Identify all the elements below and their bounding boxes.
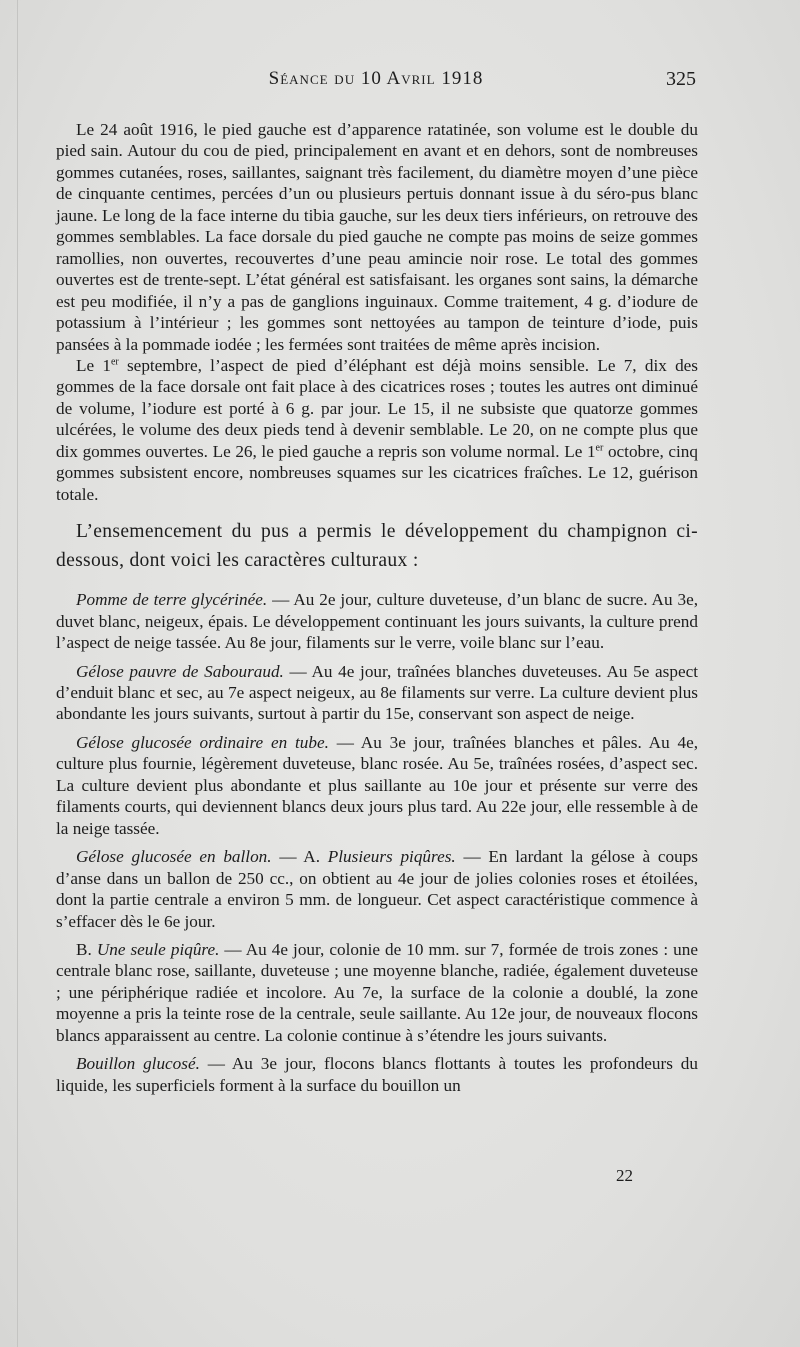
culture-separator: — A. <box>271 847 328 867</box>
page-header <box>56 68 696 98</box>
binding-edge-line <box>17 0 18 1347</box>
superscript: er <box>110 356 119 368</box>
running-title: Séance du 10 Avril 1918 <box>268 68 484 89</box>
culture-entry <box>56 1053 698 1096</box>
culture-entry <box>56 589 698 653</box>
culture-medium-title: Gélose glucosée en ballon. <box>76 847 272 867</box>
culture-description: — Au 4e jour, colonie de 10 mm. sur 7, formée de trois zones : une centrale blanc rose, saillante, duveteuse ; une moyenne blanche, radiée, également duveteuse ; une périphérique radiée et incolore. Au 7e, la surface de la colonie a doublé, la zone moyenne a pris la teinte rose de la centrale, seule saillante. Au 12e jour, de nouveaux flocons blancs apparaissent au centre. La colonie continue à s’étendre les jours suivants. <box>56 939 698 1045</box>
culture-subtitle: Plusieurs piqûres. <box>327 847 456 867</box>
culture-medium-title: Gélose pauvre de Sabouraud. <box>76 661 284 681</box>
printer-signature-mark: 22 <box>616 1166 633 1185</box>
culture-entry <box>56 732 698 839</box>
culture-subtitle: Une seule piqûre. <box>96 939 220 959</box>
superscript: er <box>595 442 604 454</box>
paragraph-text-prefix: Le 1 <box>76 355 111 375</box>
paragraph-text: Le 24 août 1916, le pied gauche est d’apparence ratatinée, son volume est le double du pied sain. Autour du cou de pied, principalement en avant et en dehors, sont de nombreuses gommes cutanées, roses, saillantes, saignant très facilement, du diamètre moyen d’une pièce de cinquante centimes, percées d’un ou plusieurs pertuis donnant issue à du séro-pus blanc jaune. Le long de la face interne du tibia gauche, sur les deux tiers inférieurs, on retrouve des gommes semblables. La face dorsale du pied gauche ne compte pas moins de seize gommes ramollies, non ouvertes, recouvertes d’une peau amincie noir rose. Le total des gommes ouvertes est de trente-sept. L’état général est satisfaisant. les organes sont sains, la démarche est peu modifiée, il n’y a pas de ganglions inguinaux. Comme traitement, 4 g. d’iodure de potassium à l’intérieur ; les gommes sont nettoyées au tampon de teinture d’iode, puis pansées à la pommade iodée ; les fermées sont traitées de même après incision. <box>56 120 698 354</box>
culture-entry <box>56 939 698 1046</box>
paragraph-text: octobre, cinq gommes subsistent encore, nombreuses squames sur les cicatrices fraîches. Le 12, guérison totale. <box>56 441 698 504</box>
paragraph-text-prefix: 1 <box>586 441 596 461</box>
paragraph-text: septembre, l’aspect de pied d’éléphant est déjà moins sensible. Le 7, dix des gommes de la face dorsale ont fait place à des cicatrices roses ; toutes les autres ont diminué de volume, l’iodure est porté à 6 g. par jour. Le 15, il ne subsiste que quatorze gommes ulcérées, le volume des deux pieds tend à devenir semblable. Le 20, on ne compte plus que dix gommes ouvertes. Le 26, le pied gauche a repris son volume normal. Le <box>56 355 698 461</box>
paragraph-case-history <box>56 119 698 355</box>
culture-intro-heading: L’ensemencement du pus a permis le développement du champignon ci-dessous, dont voici les caractères culturaux : <box>56 521 698 572</box>
body-text <box>56 119 698 1096</box>
culture-description: — Au 3e jour, traînées blanches et pâles. Au 4e, culture plus fournie, légèrement duveteuse, blanc rosée. Au 5e, traînées rosées, d’aspect sec. La culture devient plus abondante et plus saillante au 10e jour et présente sur verre des filaments courts, qui deviennent blancs deux jours plus tard. Au 22e jour, elle ressemble à de la neige tassée. <box>56 732 699 838</box>
culture-medium-title: Bouillon glucosé. <box>76 1054 200 1074</box>
page-number: 325 <box>666 68 696 90</box>
culture-entry <box>56 661 698 725</box>
culture-label: B. <box>76 939 97 959</box>
culture-medium-title: Pomme de terre glycérinée. <box>76 590 268 610</box>
paragraph-treatment-progress <box>56 355 698 505</box>
culture-medium-title: Gélose glucosée ordinaire en tube. <box>76 732 329 752</box>
culture-description: — Au 4e jour, traînées blanches duveteuses. Au 5e aspect d’enduit blanc et sec, au 7e aspect neigeux, au 8e filaments sur verre. La culture devient plus abondante les jours suivants, surtout à partir du 15e, conservant son aspect de neige. <box>56 661 698 724</box>
culture-description: — Au 3e jour, flocons blancs flottants à toutes les profondeurs du liquide, les superficiels forment à la surface du bouillon un <box>56 1054 698 1095</box>
culture-description: — En lardant la gélose à coups d’anse dans un ballon de 250 cc., on obtient au 4e jour de jolies colonies roses et étoilées, dont la partie centrale a environ 5 mm. de longueur. Cet aspect caractéristique commence à s’effacer dès le 6e jour. <box>56 847 698 931</box>
culture-entry <box>56 846 698 932</box>
culture-description: — Au 2e jour, culture duveteuse, d’un blanc de sucre. Au 3e, duvet blanc, neigeux, épais. Le développement continuant les jours suivants, la culture prend l’aspect de neige tassée. Au 8e jour, filaments sur le verre, voile blanc sur l’eau. <box>56 590 698 653</box>
